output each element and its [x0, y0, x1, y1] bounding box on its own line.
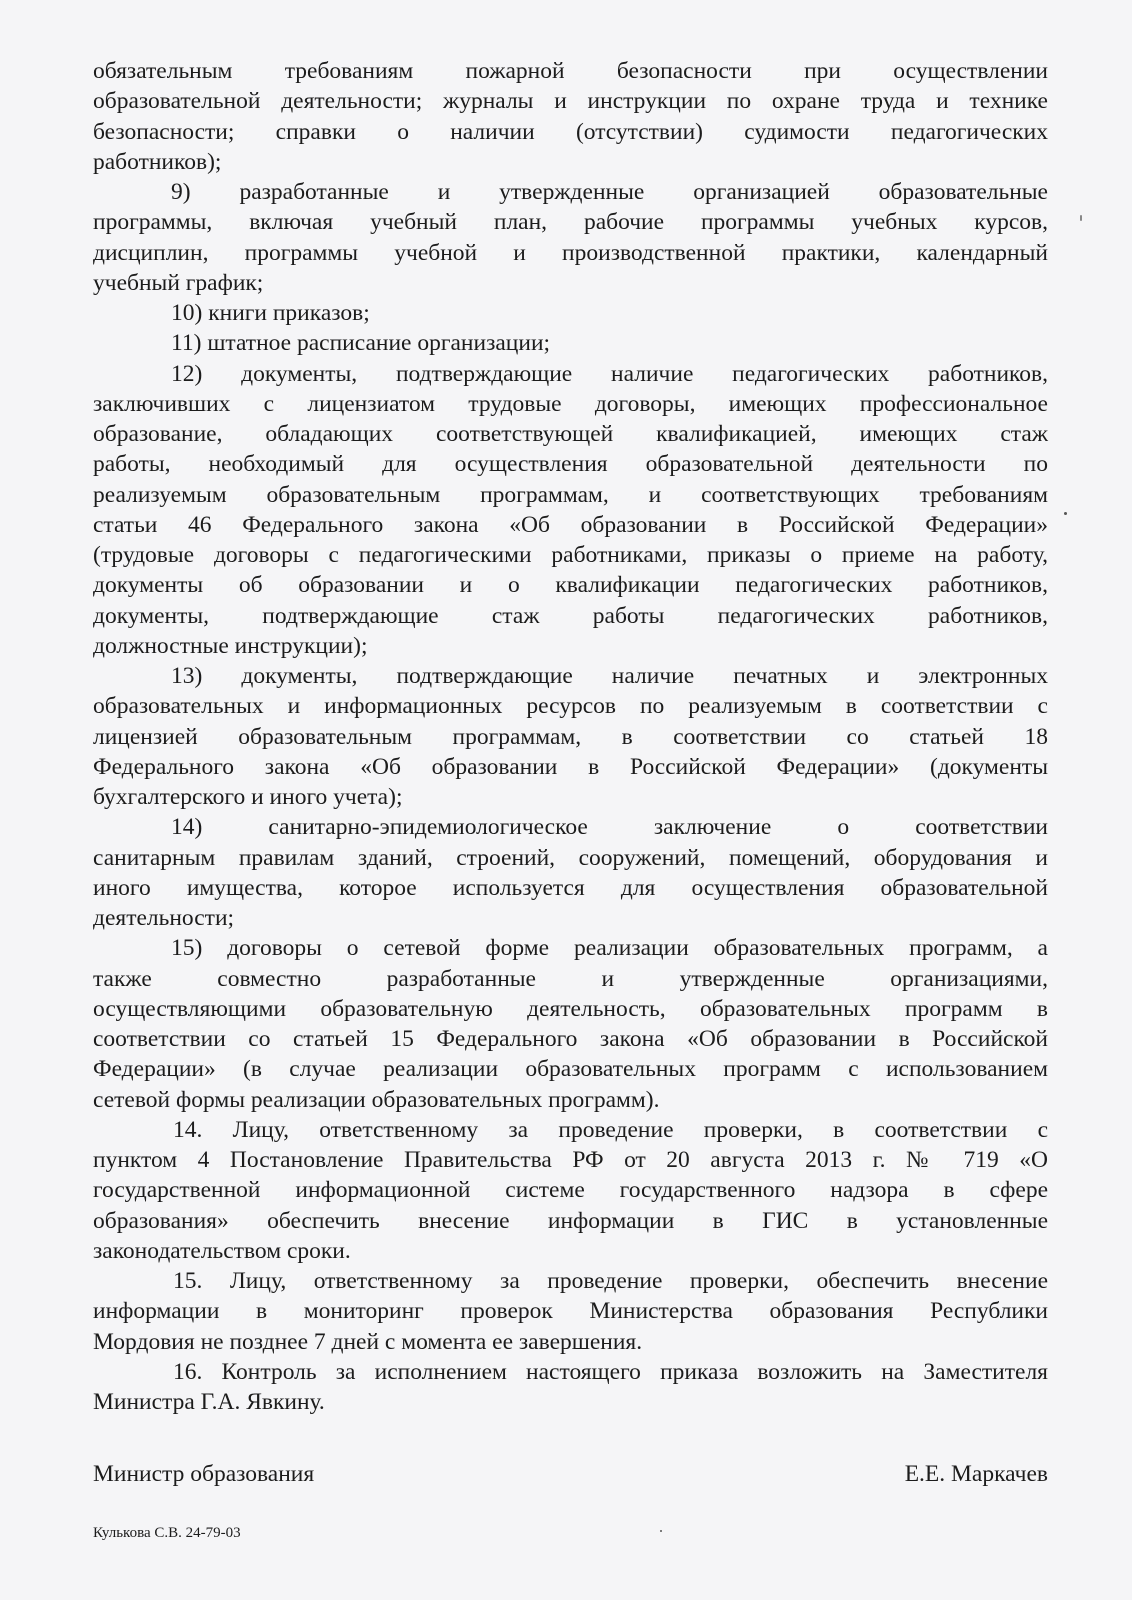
text-line: документы, подтверждающие стаж работы педагогических работников,: [93, 602, 1048, 629]
text-line: также совместно разработанные и утвержденные организациями,: [93, 965, 1048, 992]
text-line: документы об образовании и о квалификации педагогических работников,: [93, 572, 1048, 599]
text-line: 11) штатное расписание организации;: [171, 330, 551, 357]
text-line: реализуемым образовательным программам, и соответствующих требованиям: [93, 481, 1048, 508]
text-line: соответствии со статьей 15 Федерального закона «Об образовании в Российской: [93, 1026, 1048, 1052]
text-line: образования» обеспечить внесение информации в ГИС в установленные: [93, 1207, 1048, 1234]
text-line: 14. Лицу, ответственному за проведение проверки, в соответствии с: [173, 1116, 1048, 1143]
text-line: информации в мониторинг проверок Министерства образования Республики: [93, 1298, 1048, 1325]
text-line: бухгалтерского и иного учета);: [93, 784, 403, 810]
text-line: должностные инструкции);: [93, 632, 368, 659]
text-line: безопасности; справки о наличии (отсутствии) судимости педагогических: [93, 118, 1048, 145]
text-line: Федерации» (в случае реализации образовательных программ с использованием: [93, 1056, 1048, 1083]
signatory-position: Министр образования: [93, 1461, 315, 1487]
text-line: Федерального закона «Об образовании в Российской Федерации» (документы: [93, 753, 1048, 780]
text-line: осуществляющими образовательную деятельность, образовательных программ в: [93, 995, 1048, 1022]
text-line: 15) договоры о сетевой форме реализации образовательных программ, а: [171, 935, 1048, 962]
scan-speck: [1080, 215, 1082, 221]
text-line: сетевой формы реализации образовательных программ).: [93, 1086, 660, 1113]
text-line: 14) санитарно-эпидемиологическое заключение о соответствии: [171, 814, 1048, 841]
text-line: работников);: [93, 148, 222, 175]
text-line: учебный график;: [93, 269, 264, 296]
text-line: заключивших с лицензиатом трудовые договоры, имеющих профессиональное: [93, 390, 1048, 417]
text-line: Мордовия не позднее 7 дней с момента ее завершения.: [93, 1328, 643, 1355]
text-line: иного имущества, которое используется для осуществления образовательной: [93, 874, 1048, 901]
text-line: работы, необходимый для осуществления образовательной деятельности по: [93, 451, 1048, 478]
signatory-name: Е.Е. Маркачев: [904, 1461, 1048, 1487]
text-line: обязательным требованиям пожарной безопасности при осуществлении: [93, 58, 1048, 84]
text-line: 16. Контроль за исполнением настоящего приказа возложить на Заместителя: [173, 1358, 1048, 1385]
text-line: законодательством сроки.: [93, 1237, 351, 1264]
text-line: 12) документы, подтверждающие наличие педагогических работников,: [171, 360, 1048, 387]
text-line: государственной информационной системе государственного надзора в сфере: [93, 1177, 1048, 1204]
text-line: 10) книги приказов;: [171, 300, 370, 326]
text-line: 9) разработанные и утвержденные организацией образовательные: [171, 179, 1048, 205]
text-line: образовательных и информационных ресурсов по реализуемым в соответствии с: [93, 693, 1048, 720]
document-body: [93, 56, 1048, 1417]
text-line: статьи 46 Федерального закона «Об образовании в Российской Федерации»: [93, 511, 1048, 538]
text-line: деятельности;: [93, 905, 235, 931]
text-line: лицензией образовательным программам, в соответствии со статьей 18: [93, 723, 1048, 750]
text-line: санитарным правилам зданий, строений, сооружений, помещений, оборудования и: [93, 844, 1048, 871]
text-line: (трудовые договоры с педагогическими работниками, приказы о приеме на работу,: [93, 542, 1048, 568]
scan-speck: [1064, 512, 1067, 515]
text-line: программы, включая учебный план, рабочие программы учебных курсов,: [93, 209, 1048, 236]
text-line: 15. Лицу, ответственному за проведение проверки, обеспечить внесение: [173, 1268, 1048, 1294]
text-line: образовательной деятельности; журналы и инструкции по охране труда и технике: [93, 88, 1048, 115]
scan-speck: [660, 1530, 662, 1532]
text-line: пунктом 4 Постановление Правительства РФ от 20 августа 2013 г. № 719 «О: [93, 1147, 1048, 1173]
executor-note: Кулькова С.В. 24-79-03: [93, 1525, 241, 1541]
text-line: 13) документы, подтверждающие наличие печатных и электронных: [171, 663, 1048, 689]
text-line: образование, обладающих соответствующей квалификацией, имеющих стаж: [93, 421, 1048, 447]
text-line: Министра Г.А. Явкину.: [93, 1389, 325, 1415]
text-line: дисциплин, программы учебной и производственной практики, календарный: [93, 239, 1048, 266]
